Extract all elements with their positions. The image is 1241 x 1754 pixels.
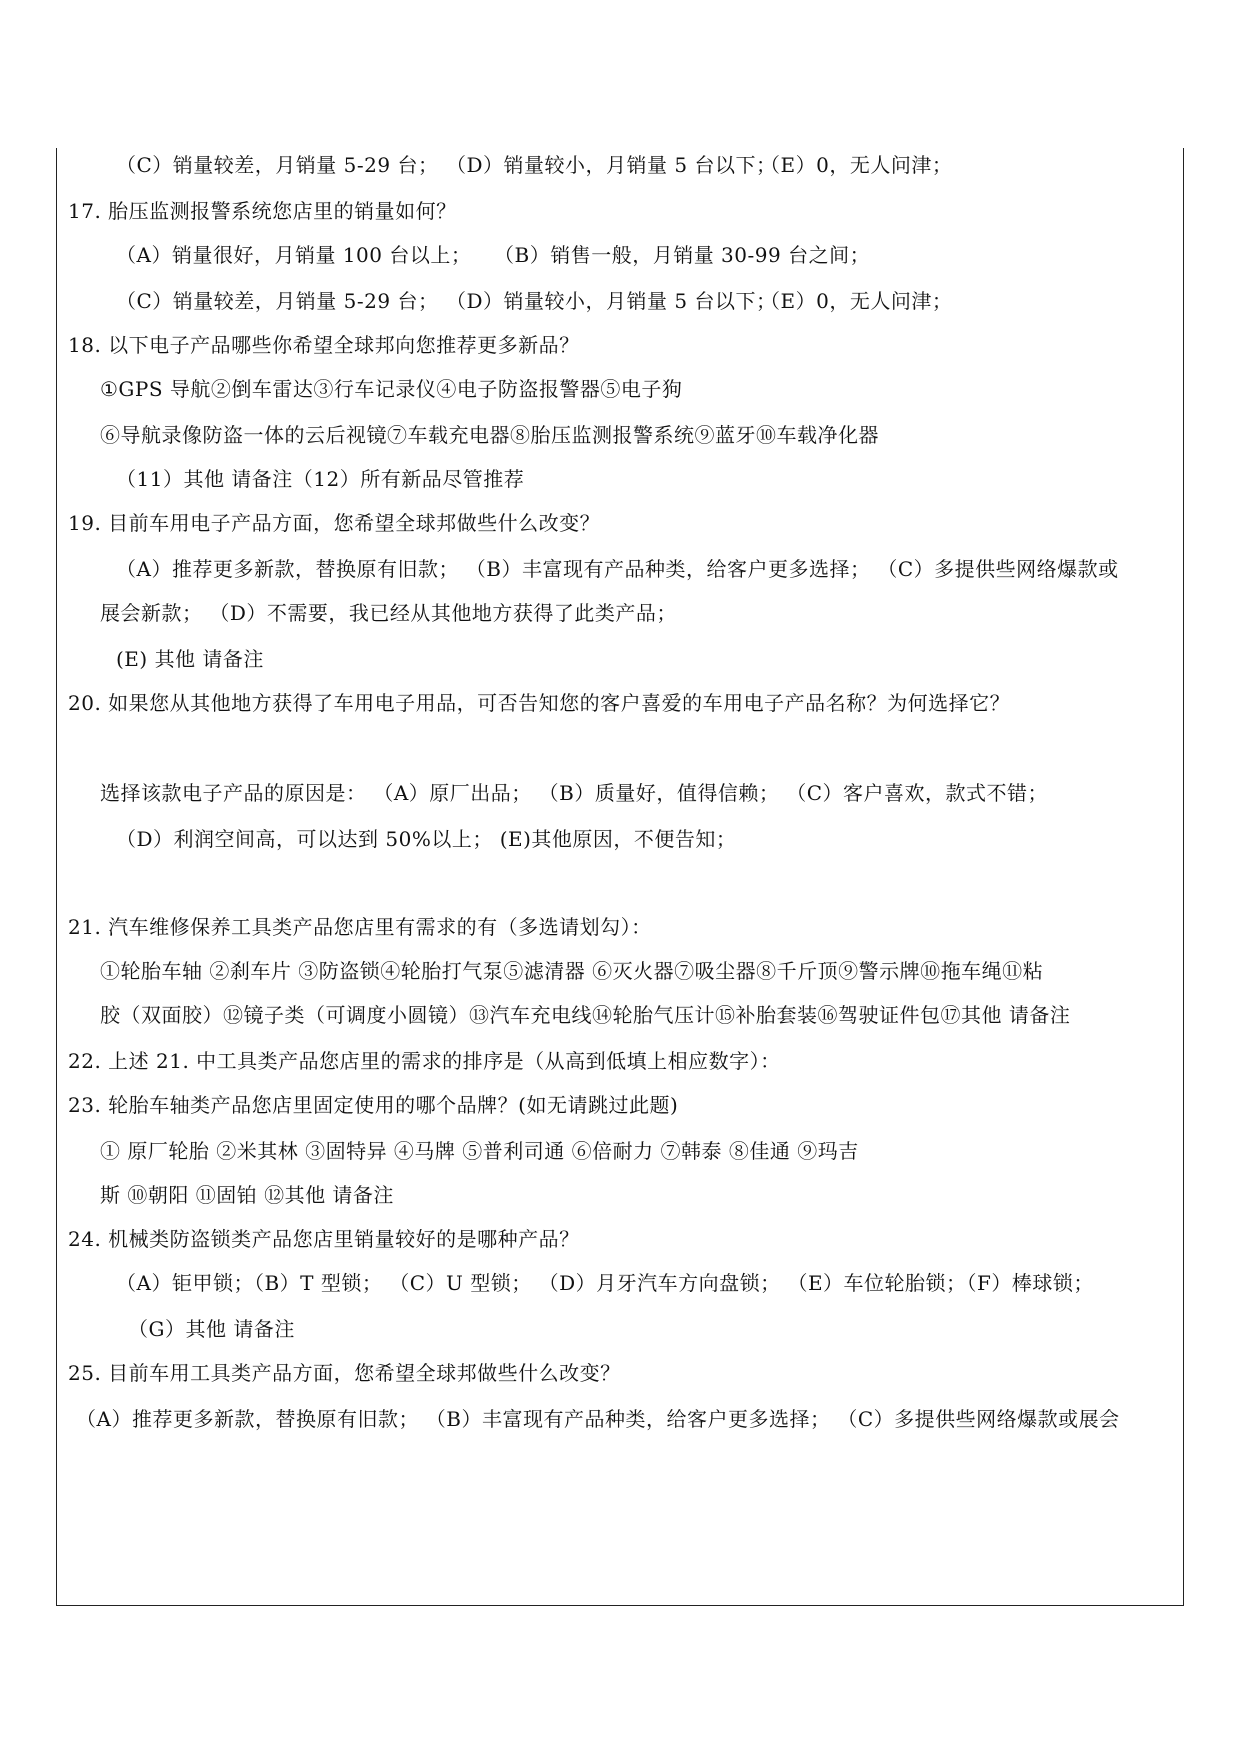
q21-title: 21. 汽车维修保养工具类产品您店里有需求的有（多选请划勾）： (68, 915, 652, 939)
form-frame (56, 148, 1184, 1606)
q19-title: 19. 目前车用电子产品方面，您希望全球邦做些什么改变？ (68, 511, 601, 535)
q24-title: 24. 机械类防盗锁类产品您店里销量较好的是哪种产品？ (68, 1227, 580, 1251)
q21-options-line-2: 胶（双面胶）⑫镜子类（可调度小圆镜）⑬汽车充电线⑭轮胎气压计⑮补胎套装⑯驾驶证件包⑰其他 请备注 (100, 1003, 1071, 1027)
q16-option-e: （E）0，无人问津； (760, 153, 953, 177)
q19-options-line-2: 展会新款； （D）不需要，我已经从其他地方获得了此类产品； (100, 601, 677, 625)
q17-option-a: （A）销量很好，月销量 100 台以上； (116, 243, 472, 267)
q18-title: 18. 以下电子产品哪些你希望全球邦向您推荐更多新品？ (68, 333, 580, 357)
q20-title: 20. 如果您从其他地方获得了车用电子用品，可否告知您的客户喜爱的车用电子产品名称？为何选择它？ (68, 691, 1011, 715)
q16-options-row (116, 152, 438, 178)
q17-option-c: （C）销量较差，月销量 5-29 台； (116, 289, 439, 313)
q18-options-line-3: （11）其他 请备注（12）所有新品尽管推荐 (116, 467, 525, 491)
q16-option-d: （D）销量较小，月销量 5 台以下； (446, 153, 777, 177)
q24-options-line-2: （G）其他 请备注 (128, 1317, 295, 1341)
q23-options-line-2: 斯 ⑩朝阳 ⑪固铂 ⑫其他 请备注 (100, 1183, 394, 1207)
q16-option-c: （C）销量较差，月销量 5-29 台； (116, 153, 439, 177)
q19-options-line-1: （A）推荐更多新款，替换原有旧款； （B）丰富现有产品种类，给客户更多选择； （C）多提供些网络爆款或 (116, 557, 1119, 581)
q21-options-line-1: ①轮胎车轴 ②刹车片 ③防盗锁④轮胎打气泵⑤滤清器 ⑥灭火器⑦吸尘器⑧千斤顶⑨警示牌⑩拖车绳⑪粘 (100, 959, 1044, 983)
q18-options-line-2: ⑥导航录像防盗一体的云后视镜⑦车载充电器⑧胎压监测报警系统⑨蓝牙⑩车载净化器 (100, 423, 879, 447)
q17-option-e: （E）0，无人问津； (760, 289, 953, 313)
q17-title: 17. 胎压监测报警系统您店里的销量如何？ (68, 199, 457, 223)
q17-option-b: （B）销售一般，月销量 30-99 台之间； (494, 243, 871, 267)
q17-option-d: （D）销量较小，月销量 5 台以下； (446, 289, 777, 313)
q23-options-line-1: ① 原厂轮胎 ②米其林 ③固特异 ④马牌 ⑤普利司通 ⑥倍耐力 ⑦韩泰 ⑧佳通 ⑨玛吉 (100, 1139, 859, 1163)
q19-options-line-3: (E) 其他 请备注 (116, 647, 264, 671)
q22-title: 22. 上述 21. 中工具类产品您店里的需求的排序是（从高到低填上相应数字）： (68, 1049, 781, 1073)
q24-options-line-1: （A）钜甲锁；（B）T 型锁； （C）U 型锁； （D）月牙汽车方向盘锁； （E）车位轮胎锁；（F）棒球锁； (116, 1271, 1094, 1295)
q18-options-line-1: ①GPS 导航②倒车雷达③行车记录仪④电子防盗报警器⑤电子狗 (100, 377, 683, 401)
q23-title: 23. 轮胎车轴类产品您店里固定使用的哪个品牌？(如无请跳过此题) (68, 1093, 679, 1117)
q20-reason-line-1: 选择该款电子产品的原因是： （A）原厂出品； （B）质量好，值得信赖； （C）客户喜欢，款式不错； (100, 781, 1049, 805)
q20-reason-line-2: （D）利润空间高，可以达到 50%以上； (E)其他原因，不便告知； (116, 827, 737, 851)
q25-title: 25. 目前车用工具类产品方面，您希望全球邦做些什么改变？ (68, 1361, 621, 1385)
q25-options-line-1: （A）推荐更多新款，替换原有旧款； （B）丰富现有产品种类，给客户更多选择； （C）多提供些网络爆款或展会 (76, 1407, 1120, 1431)
